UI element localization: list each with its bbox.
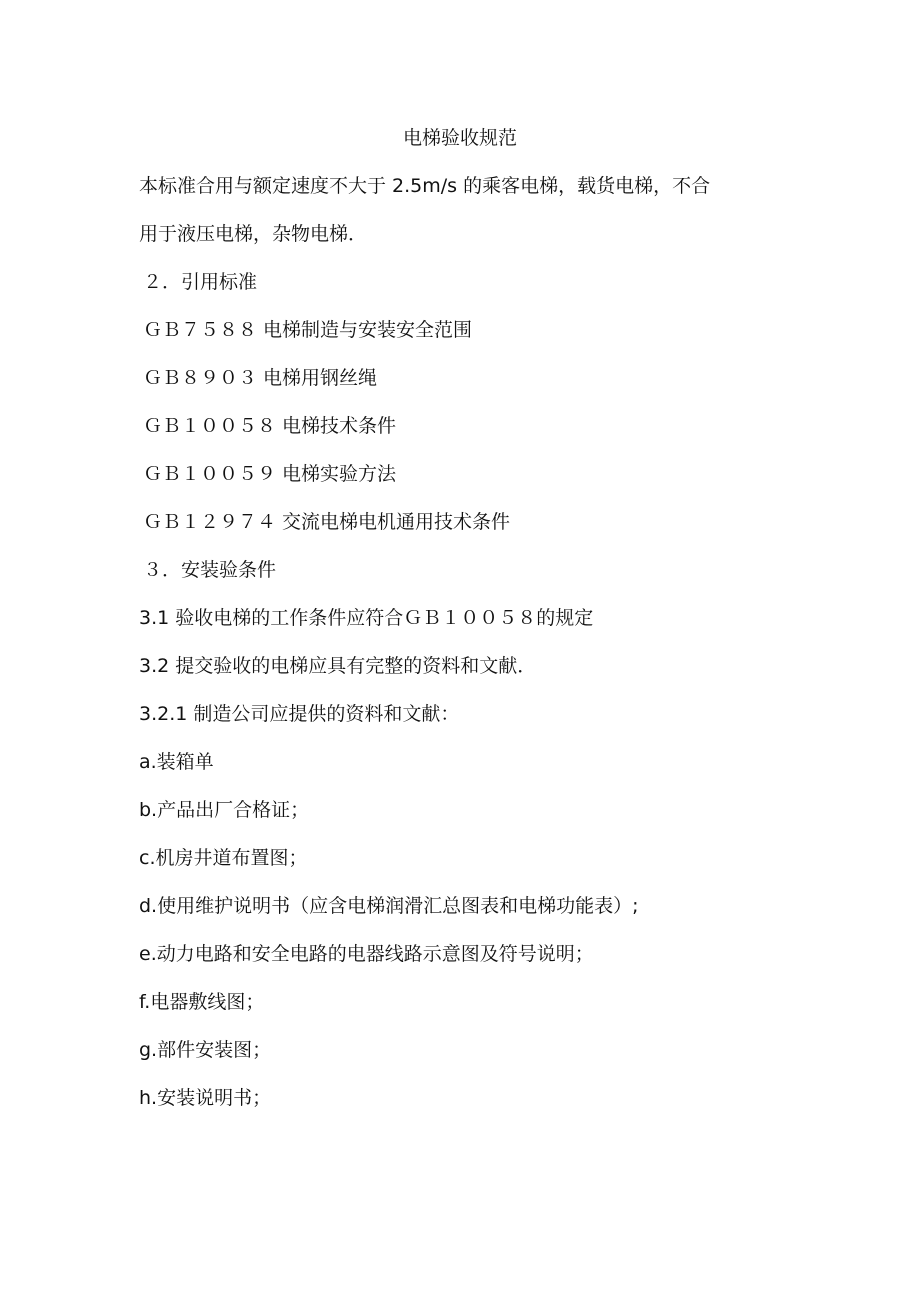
section-3-heading: ３．安装验条件 xyxy=(143,559,277,581)
list-item-a: a.装箱单 xyxy=(139,751,214,773)
list-item-c: c.机房井道布置图； xyxy=(139,847,308,869)
clause-3-2-1: 3.2.1 制造公司应提供的资料和文献： xyxy=(139,703,460,725)
standard-gb8903: ＧＢ８９０３ 电梯用钢丝绳 xyxy=(143,367,378,389)
scope-line-2: 用于液压电梯，杂物电梯． xyxy=(139,223,368,245)
list-item-h: h.安装说明书； xyxy=(139,1087,272,1109)
clause-3-2: 3.2 提交验收的电梯应具有完整的资料和文献． xyxy=(139,655,537,677)
list-item-d: d.使用维护说明书（应含电梯润滑汇总图表和电梯功能表）; xyxy=(139,895,639,917)
standard-gb7588: ＧＢ７５８８ 电梯制造与安装安全范围 xyxy=(143,319,473,341)
document-title: 电梯验收规范 xyxy=(402,127,517,149)
list-item-b: b.产品出厂合格证； xyxy=(139,799,310,821)
clause-3-1: 3.1 验收电梯的工作条件应符合ＧＢ１００５８的规定 xyxy=(139,607,594,629)
standard-gb10058: ＧＢ１００５８ 电梯技术条件 xyxy=(143,415,397,437)
scope-line-1: 本标准合用与额定速度不大于 2.5m/s 的乘客电梯，载货电梯，不合 xyxy=(139,175,711,197)
list-item-e: e.动力电路和安全电路的电器线路示意图及符号说明； xyxy=(139,943,594,965)
section-2-heading: ２．引用标准 xyxy=(143,271,258,293)
list-item-f: f.电器敷线图； xyxy=(139,991,265,1013)
standard-gb12974: ＧＢ１２９７４ 交流电梯电机通用技术条件 xyxy=(143,511,511,533)
standard-gb10059: ＧＢ１００５９ 电梯实验方法 xyxy=(143,463,397,485)
list-item-g: g.部件安装图； xyxy=(139,1039,272,1061)
